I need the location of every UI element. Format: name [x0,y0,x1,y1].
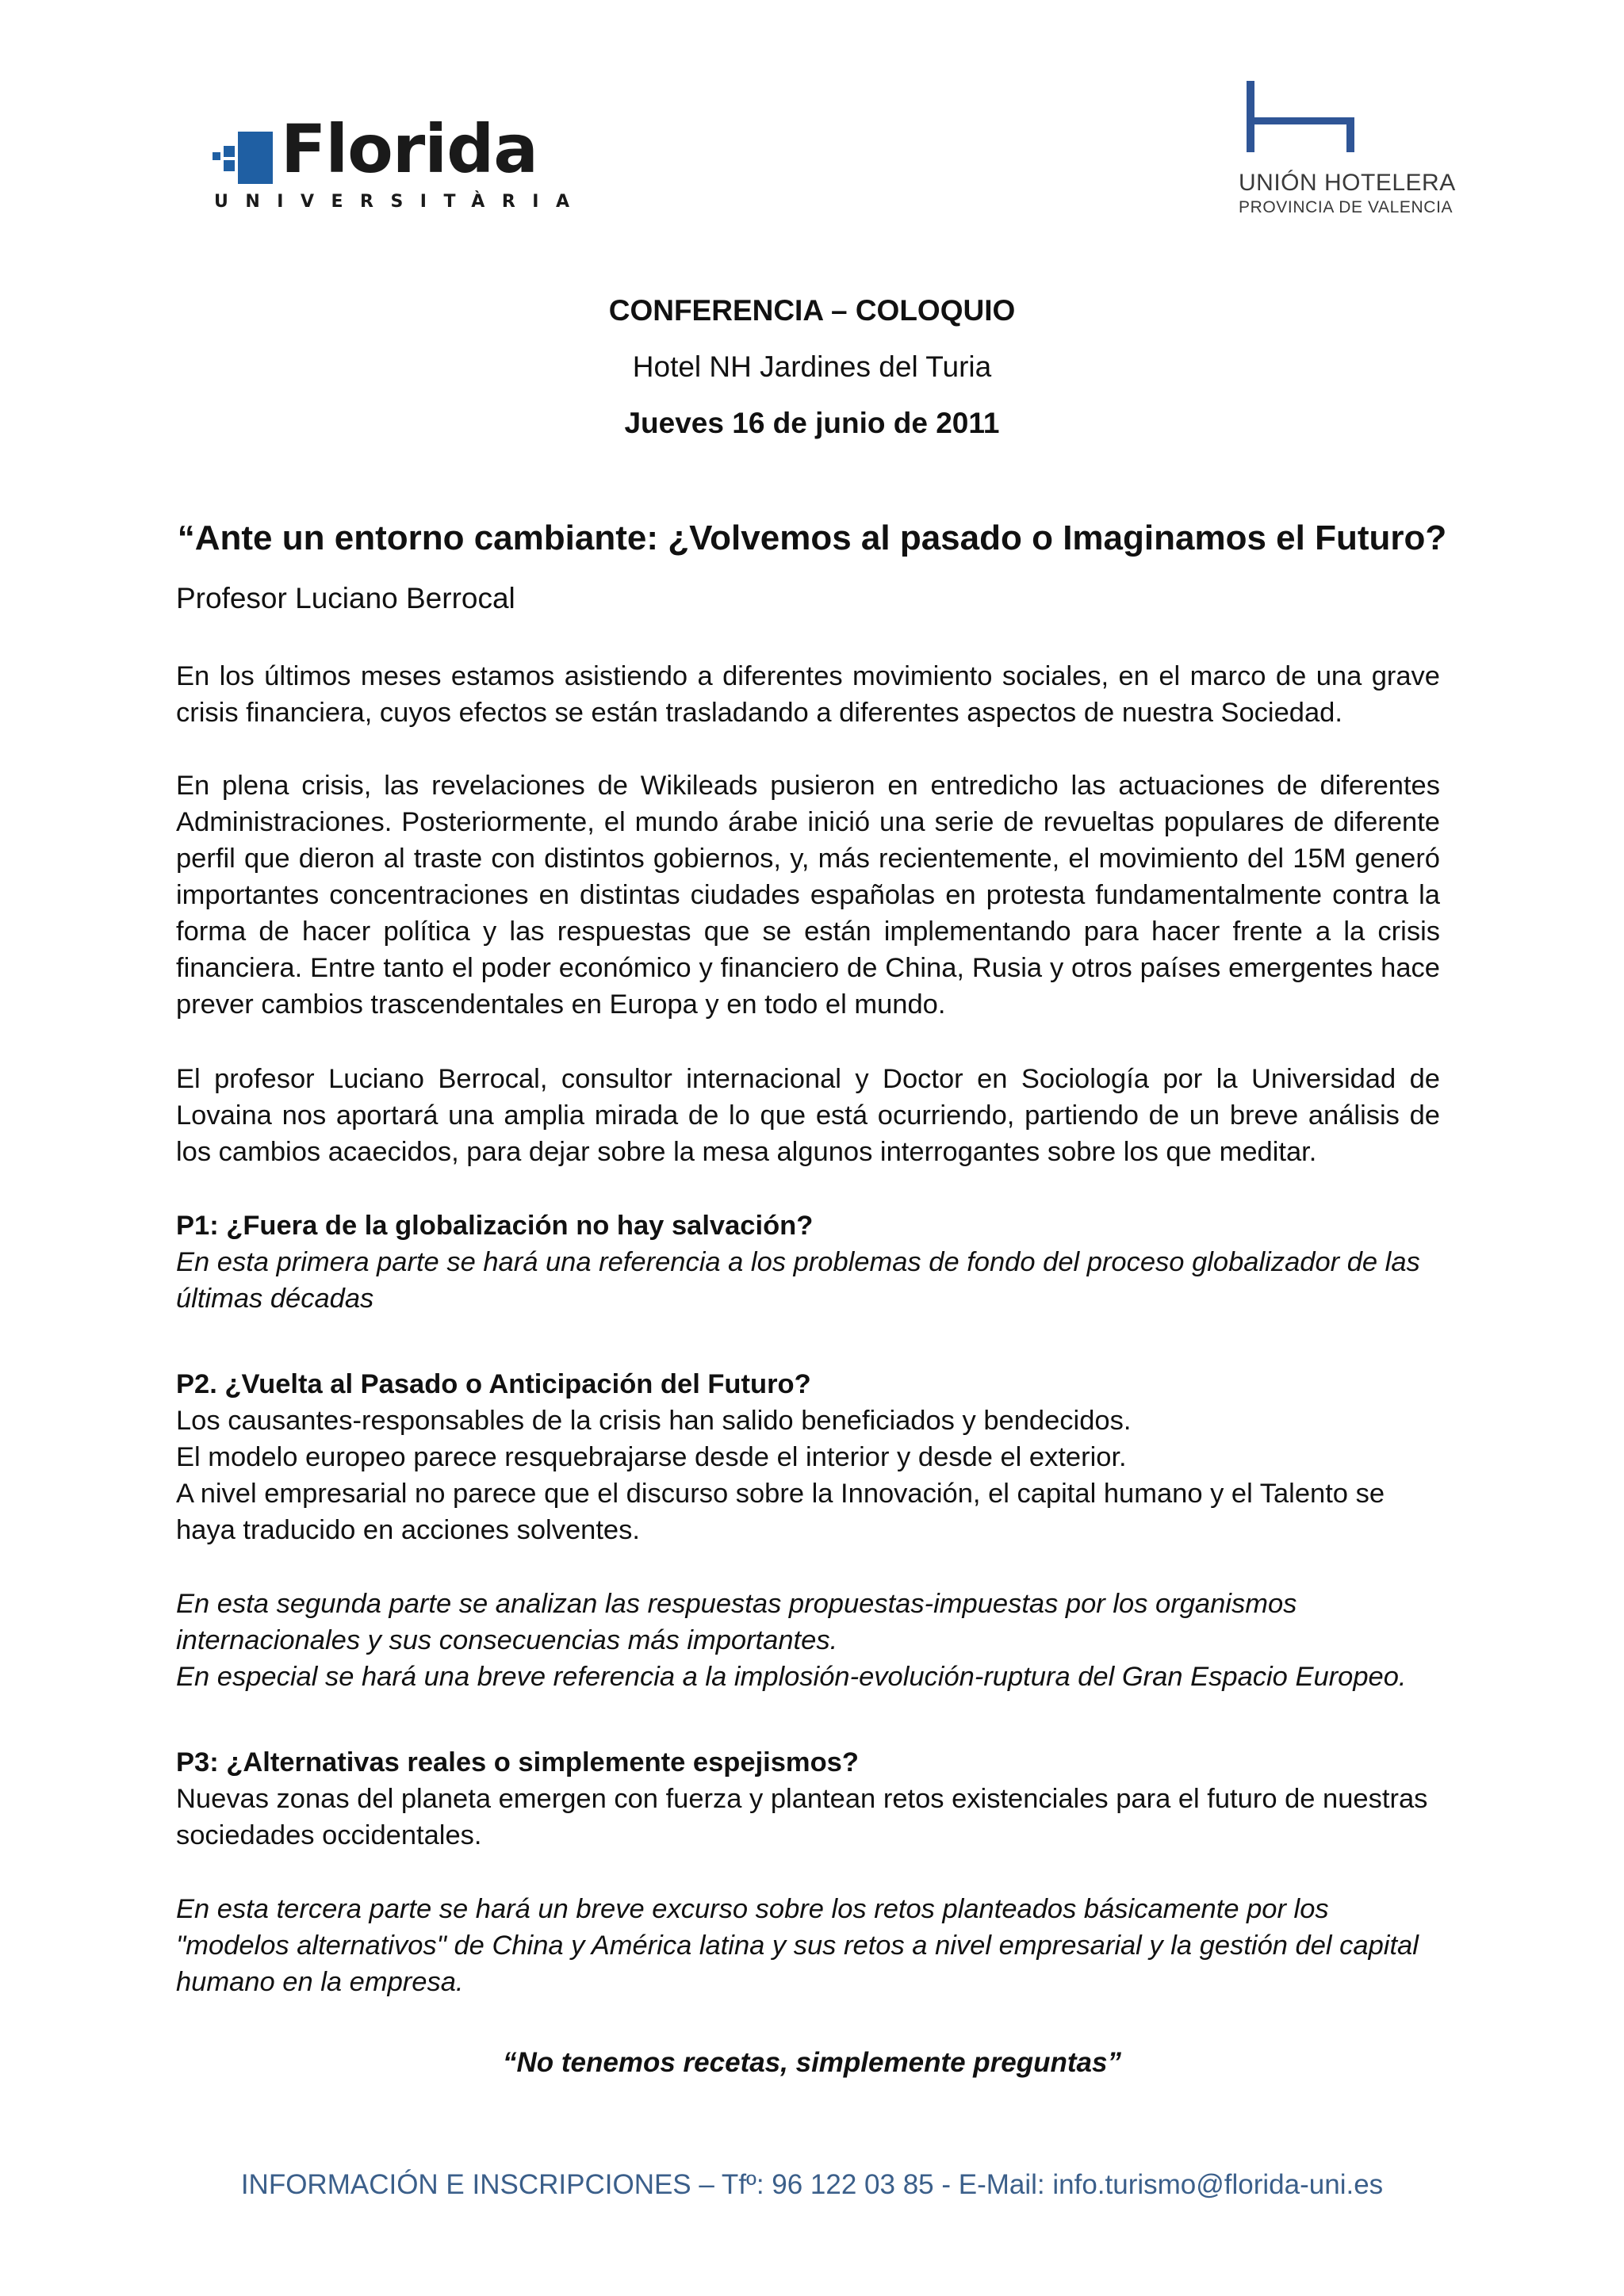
section-p3-italic-line-1: En esta tercera parte se hará un breve excurso sobre los retos planteados básicamente por los [176,1894,1329,1924]
florida-universitaria-logo [213,110,587,214]
florida-logo-icon [213,132,273,184]
section-p1 [176,1207,1445,1317]
section-p2-line-2: El modelo europeo parece resquebrajarse desde el interior y desde el exterior. [176,1442,1127,1472]
section-p1-italic-line-1: En esta primera parte se hará una referencia a los problemas de fondo del proceso globalizador de las [176,1247,1420,1277]
union-hotelera-logo-subtitle: PROVINCIA DE VALENCIA [1239,198,1454,216]
section-p2-italic-line-1: En esta segunda parte se analizan las respuestas propuestas-impuestas por los organismos [176,1589,1297,1619]
section-p3 [176,1744,1445,1854]
section-p2-italic-line-3: En especial se hará una breve referencia a la implosión-evolución-ruptura del Gran Espacio Europeo. [176,1662,1407,1692]
closing-quote: “No tenemos recetas, simplemente preguntas” [503,2047,1121,2078]
florida-logo-name: Florida [281,110,538,188]
conference-title: “Ante un entorno cambiante: ¿Volvemos al pasado o Imaginamos el Futuro? [177,519,1447,557]
event-type: CONFERENCIA – COLOQUIO [608,294,1016,327]
section-p2-italic-line-2: internacionales y sus consecuencias más importantes. [176,1625,838,1655]
section-p3-description [176,1891,1445,2000]
section-p1-heading: P1: ¿Fuera de la globalización no hay salvación? [176,1211,814,1241]
footer-contact-info: INFORMACIÓN E INSCRIPCIONES – Tfº: 96 122 03 85 - E-Mail: info.turismo@florida-uni.es [240,2169,1384,2200]
event-venue: Hotel NH Jardines del Turia [632,350,992,383]
union-hotelera-logo-icon [1240,81,1359,157]
union-hotelera-logo [1234,81,1472,224]
section-p2-description [176,1586,1445,1695]
section-p2-heading: P2. ¿Vuelta al Pasado o Anticipación del Futuro? [176,1369,811,1399]
union-hotelera-logo-name: UNIÓN HOTELERA [1239,170,1456,196]
section-p2-line-1: Los causantes-responsables de la crisis han salido beneficiados y bendecidos. [176,1406,1132,1436]
event-date: Jueves 16 de junio de 2011 [624,407,1000,439]
section-p2-line-4: haya traducido en acciones solventes. [176,1515,640,1545]
intro-paragraph-1: En los últimos meses estamos asistiendo a diferentes movimiento sociales, en el marco de una grave crisis financiera, cuyos efectos se están trasladando a diferentes aspectos de nuestra Sociedad. [176,661,1440,728]
section-p2 [176,1366,1445,1548]
florida-logo-subtitle: UNIVERSITÀRIA [214,192,587,212]
section-p3-italic-line-3: humano en la empresa. [176,1967,464,1997]
section-p3-heading: P3: ¿Alternativas reales o simplemente espejismos? [176,1747,859,1777]
intro-paragraph-3: El profesor Luciano Berrocal, consultor internacional y Doctor en Sociología por la Universidad de Lovaina nos aportará una amplia mirada de lo que está ocurriendo, partiendo de un breve análisis de los cambios acaecidos, para dejar sobre la mesa algunos interrogantes sobre los que meditar. [176,1064,1440,1167]
section-p1-italic-line-2: últimas décadas [176,1284,374,1314]
section-p3-italic-line-2: "modelos alternativos" de China y América latina y sus retos a nivel empresarial y la gestión del capital [176,1931,1419,1961]
section-p2-line-3: A nivel empresarial no parece que el discurso sobre la Innovación, el capital humano y el Talento se [176,1479,1385,1509]
section-p3-line-2: sociedades occidentales. [176,1820,482,1850]
speaker-name: Profesor Luciano Berrocal [176,582,515,614]
section-p3-line-1: Nuevas zonas del planeta emergen con fuerza y plantean retos existenciales para el futuro de nuestras [176,1784,1428,1814]
intro-paragraph-2: En plena crisis, las revelaciones de Wikileads pusieron en entredicho las actuaciones de diferentes Administraciones. Posteriormente, el mundo árabe inició una serie de revueltas populares de diferente perfil que dieron al traste con distintos gobiernos, y, más recientemente, el movimiento del 15M generó importantes concentraciones en distintas ciudades españolas en protesta fundamentalmente contra la forma de hacer política y las respuestas que se están implementando para hacer frente a la crisis financiera. Entre tanto el poder económico y financiero de China, Rusia y otros países emergentes hace prever cambios trascendentales en Europa y en todo el mundo. [176,771,1440,1020]
